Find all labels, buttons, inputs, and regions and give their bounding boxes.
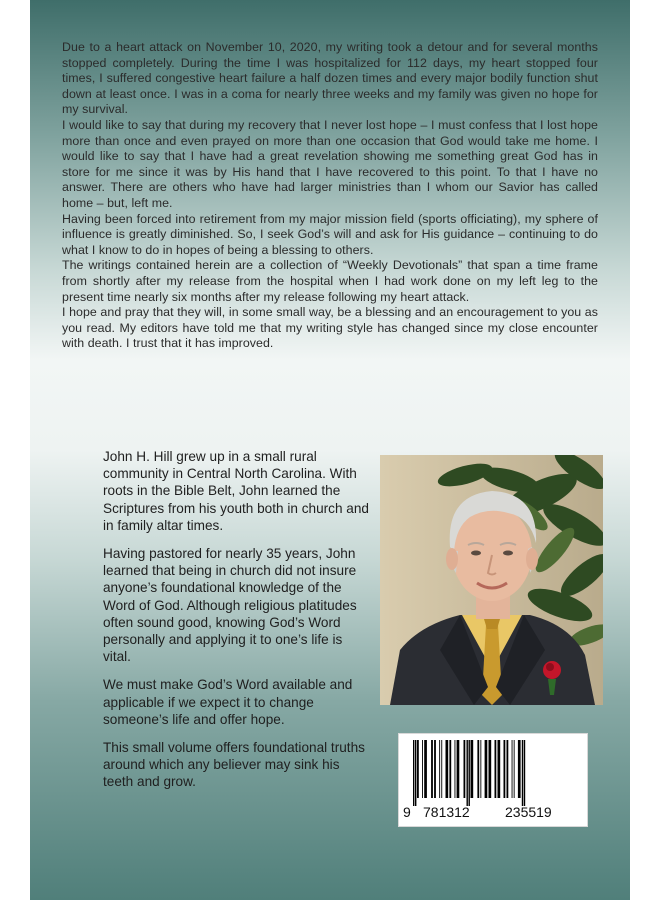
barcode-bar <box>471 740 474 798</box>
back-cover <box>30 0 630 900</box>
barcode-guard-bar <box>467 740 468 806</box>
barcode-guard-bar <box>469 740 470 806</box>
statement-paragraph: The writings contained herein are a collection of “Weekly Devotionals” that span a time frame from shortly after my release from the hospital when I had work done on my left leg to the present time nearly six months after my release following my heart attack. <box>62 258 598 304</box>
bio-paragraph: We must make God’s Word available and applicable if we expect it to change someone’s life and offer hope. <box>103 677 353 727</box>
barcode-lead-digit: 9 <box>403 804 411 820</box>
barcode-bar <box>514 740 515 798</box>
barcode-bar <box>417 740 419 798</box>
barcode-bar <box>485 740 488 798</box>
statement-paragraph: I hope and pray that they will, in some small way, be a blessing and an encouragement to you as you read. My editors have told me that my writing style has changed since my close encounter with death. I trust that it has improved. <box>62 305 598 351</box>
barcode-guard-bar <box>415 740 416 806</box>
barcode-bar <box>424 740 427 798</box>
barcode-bar <box>422 740 423 798</box>
barcode-bar <box>512 740 513 798</box>
bio-paragraph: Having pastored for nearly 35 years, John learned that being in church did not insure anyone’s foundational knowledge of the Word of God. Although religious platitudes often sound good, knowing God’s Word personally and applying it to one’s life is vital. <box>103 546 357 665</box>
barcode-guard-bar <box>524 740 525 806</box>
barcode-bar <box>431 740 433 798</box>
barcode-bar <box>518 740 521 798</box>
barcode-bar <box>455 740 456 798</box>
barcode-guard-bar <box>522 740 523 806</box>
statement-paragraph: I would like to say that during my recovery that I never lost hope – I must confess that I lost hope more than once and even prayed on more than one occasion that God would take me home. I would like to say that I have had a great revelation showing me something great God has in store for me since it was by His hand that I have recovered to this point. To that I have no answer. There are others who have had larger ministries than I whom our Savior has called home – but, left me. <box>62 117 598 210</box>
barcode-bar <box>439 740 440 798</box>
statement-paragraph: Due to a heart attack on November 10, 2020, my writing took a detour and for several months stopped completely. During the time I was hospitalized for 112 days, my heart stopped four times, I suffered congestive heart failure a half dozen times and every major bodily function shut down at least once. I was in a coma for nearly three weeks and my family was given no hope for my survival. <box>62 40 598 117</box>
barcode-bar <box>434 740 436 798</box>
author-photo <box>380 455 603 705</box>
author-statement <box>62 40 598 352</box>
barcode-guard-bar <box>413 740 414 806</box>
barcode-bar <box>446 740 449 798</box>
barcode-bar <box>441 740 442 798</box>
barcode-bar <box>495 740 497 798</box>
bio-paragraph: John H. Hill grew up in a small rural community in Central North Carolina. With roots in the Bible Belt, John learned the Scriptures from his youth both in church and in family altar times. <box>103 449 369 533</box>
barcode-bar <box>498 740 501 798</box>
barcode-bar <box>449 740 451 798</box>
barcode-digits <box>399 804 587 822</box>
barcode-bar <box>477 740 479 798</box>
bio-paragraph: This small volume offers foundational truths around which any believer may sink his teeth and grow. <box>103 740 365 790</box>
author-bio <box>103 448 369 802</box>
barcode-bars <box>407 740 579 806</box>
barcode-bar <box>489 740 492 798</box>
barcode-left-group: 781312 <box>423 804 470 820</box>
isbn-barcode <box>398 733 588 827</box>
barcode-bar <box>457 740 460 798</box>
author-portrait-illustration <box>380 455 603 705</box>
statement-paragraph: Having been forced into retirement from my major mission field (sports officiating), my sphere of influence is greatly diminished. So, I seek God’s will and ask for His guidance – continuing to do what I know to do in hopes of being a blessing to others. <box>62 211 598 257</box>
barcode-bar <box>507 740 509 798</box>
barcode-bar <box>504 740 506 798</box>
barcode-bar <box>464 740 466 798</box>
barcode-right-group: 235519 <box>505 804 552 820</box>
barcode-bar <box>480 740 481 798</box>
